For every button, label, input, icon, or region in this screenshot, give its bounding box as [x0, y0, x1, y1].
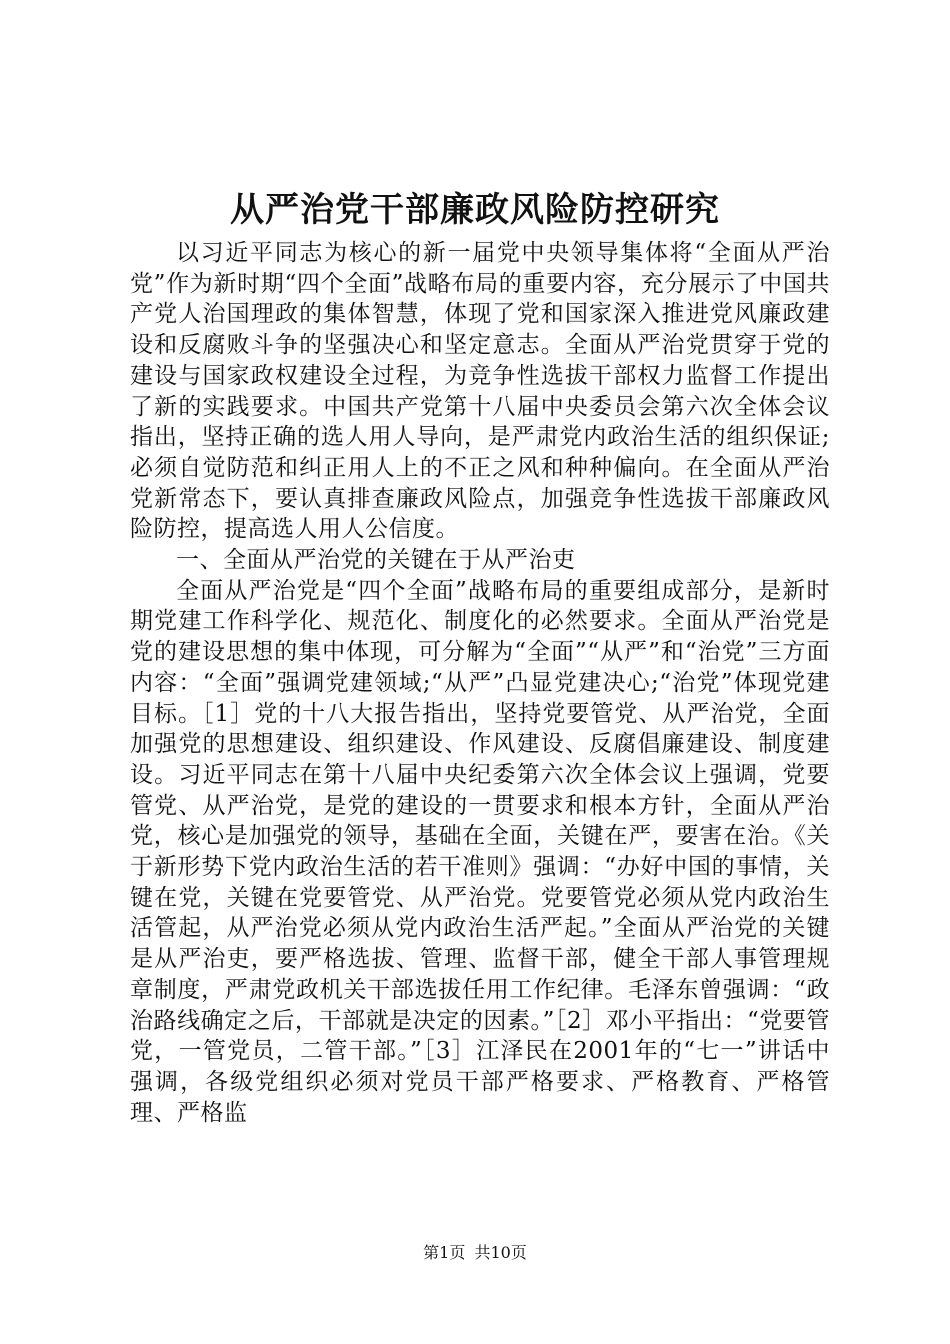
- page-total: 共10页: [474, 1243, 527, 1262]
- section-paragraph: 全面从严治党是“四个全面”战略布局的重要组成部分，是新时期党建工作科学化、规范化、制度化的必然要求。全面从严治党是党的建设思想的集中体现，可分解为“全面”“从严”和“治党”三方面内容：“全面”强调党建领域;“从严”凸显党建决心;“治党”体现党建目标。［1］党的十八大报告指出，坚持党要管党、从严治党，全面加强党的思想建设、组织建设、作风建设、反腐倡廉建设、制度建设。习近平同志在第十八届中央纪委第六次全体会议上强调，党要管党、从严治党，是党的建设的一贯要求和根本方针，全面从严治党，核心是加强党的领导，基础在全面，关键在严，要害在治。《关于新形势下党内政治生活的若干准则》强调：“办好中国的事情，关键在党，关键在党要管党、从严治党。党要管党必须从党内政治生活管起，从严治党必须从党内政治生活严起。”全面从严治党的关键是从严治吏，要严格选拔、管理、监督干部，健全干部人事管理规章制度，严肃党政机关干部选拔任用工作纪律。毛泽东曾强调：“政治路线确定之后，干部就是决定的因素。”［2］邓小平指出：“党要管党，一管党员，二管干部。”［3］江泽民在2001年的“七一”讲话中强调，各级党组织必须对党员干部严格要求、严格教育、严格管理、严格监: [130, 577, 830, 1126]
- document-title: 从严治党干部廉政风险防控研究: [230, 190, 720, 230]
- page-number: 第1页: [423, 1243, 466, 1262]
- intro-paragraph: 以习近平同志为核心的新一届党中央领导集体将“全面从严治党”作为新时期“四个全面”战略布局的重要内容，充分展示了中国共产党人治国理政的集体智慧，体现了党和国家深入推进党风廉政建设和反腐败斗争的坚强决心和坚定意志。全面从严治党贯穿于党的建设与国家政权建设全过程，为竞争性选拔干部权力监督工作提出了新的实践要求。中国共产党第十八届中央委员会第六次全体会议指出，坚持正确的选人用人导向，是严肃党内政治生活的组织保证;必须自觉防范和纠正用人上的不正之风和种种偏向。在全面从严治党新常态下，要认真排查廉政风险点，加强竞争性选拔干部廉政风险防控，提高选人用人公信度。: [130, 240, 830, 543]
- section-heading: 一、全面从严治党的关键在于从严治吏: [176, 547, 576, 574]
- document-body: [130, 238, 830, 1128]
- page-footer: [0, 1243, 950, 1263]
